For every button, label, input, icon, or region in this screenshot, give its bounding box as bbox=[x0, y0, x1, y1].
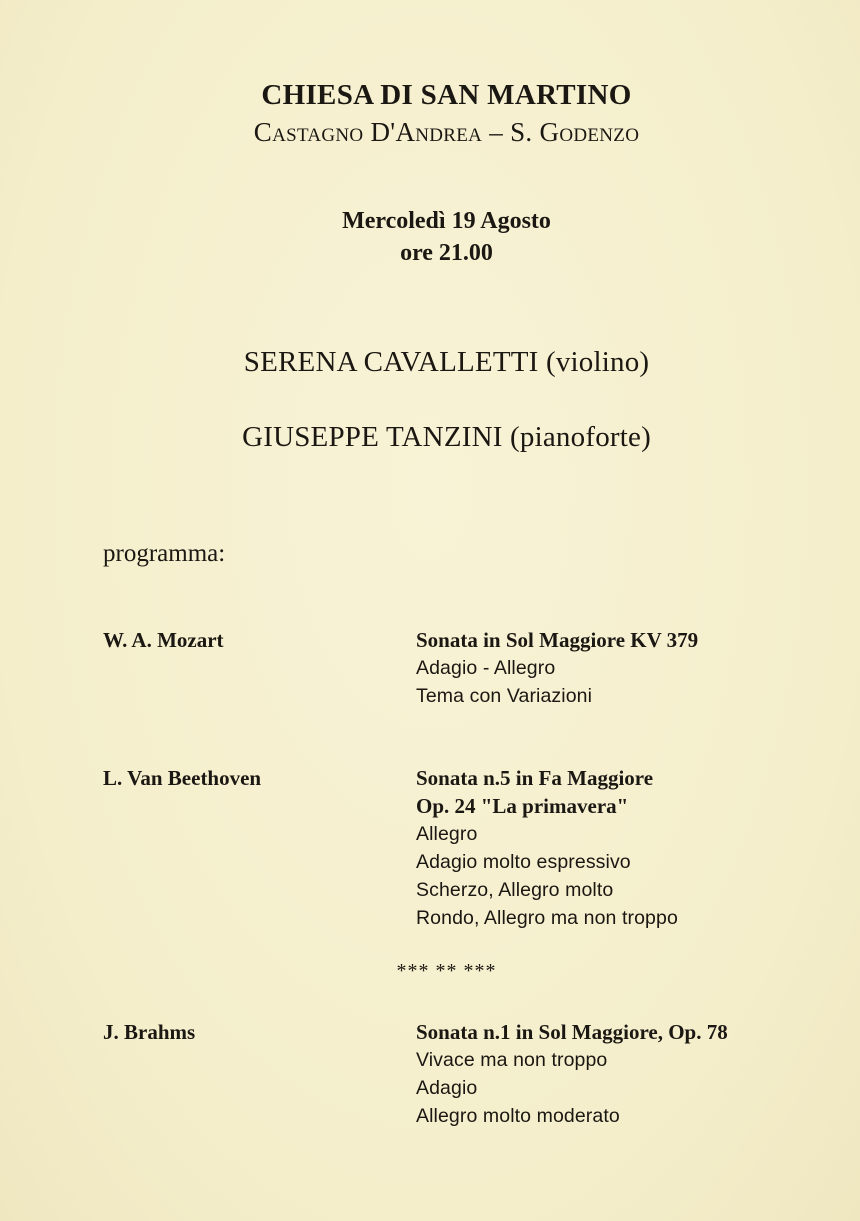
work-beethoven bbox=[416, 764, 678, 932]
movement: Adagio molto espressivo bbox=[416, 851, 631, 873]
movement: Allegro molto moderato bbox=[416, 1105, 620, 1127]
work-mozart bbox=[416, 626, 698, 710]
venue-title: CHIESA DI SAN MARTINO bbox=[261, 79, 632, 111]
venue-location: Castagno D'Andrea – S. Godenzo bbox=[253, 117, 640, 147]
program-label: programma: bbox=[103, 540, 226, 567]
composer-beethoven: L. Van Beethoven bbox=[103, 766, 262, 790]
movement: Rondo, Allegro ma non troppo bbox=[416, 907, 678, 929]
movement: Adagio - Allegro bbox=[416, 657, 556, 679]
performer-piano: GIUSEPPE TANZINI (pianoforte) bbox=[242, 421, 651, 453]
performer-violin: SERENA CAVALLETTI (violino) bbox=[243, 346, 650, 378]
composer-brahms: J. Brahms bbox=[103, 1020, 196, 1044]
movement: Tema con Variazioni bbox=[416, 685, 593, 707]
composer-mozart: W. A. Mozart bbox=[103, 628, 224, 652]
movement: Scherzo, Allegro molto bbox=[416, 879, 614, 901]
work-title: Sonata n.5 in Fa Maggiore bbox=[416, 766, 654, 790]
movement: Vivace ma non troppo bbox=[416, 1049, 608, 1071]
work-title: Sonata in Sol Maggiore KV 379 bbox=[416, 628, 699, 652]
event-date: Mercoledì 19 Agosto bbox=[342, 208, 551, 234]
work-title: Sonata n.1 in Sol Maggiore, Op. 78 bbox=[416, 1020, 728, 1044]
work-opus: Op. 24 "La primavera" bbox=[416, 794, 629, 818]
movement: Allegro bbox=[416, 823, 478, 845]
intermission-separator: *** ** *** bbox=[396, 960, 497, 982]
work-brahms bbox=[416, 1018, 728, 1130]
movement: Adagio bbox=[416, 1077, 478, 1099]
event-time: ore 21.00 bbox=[400, 240, 493, 266]
